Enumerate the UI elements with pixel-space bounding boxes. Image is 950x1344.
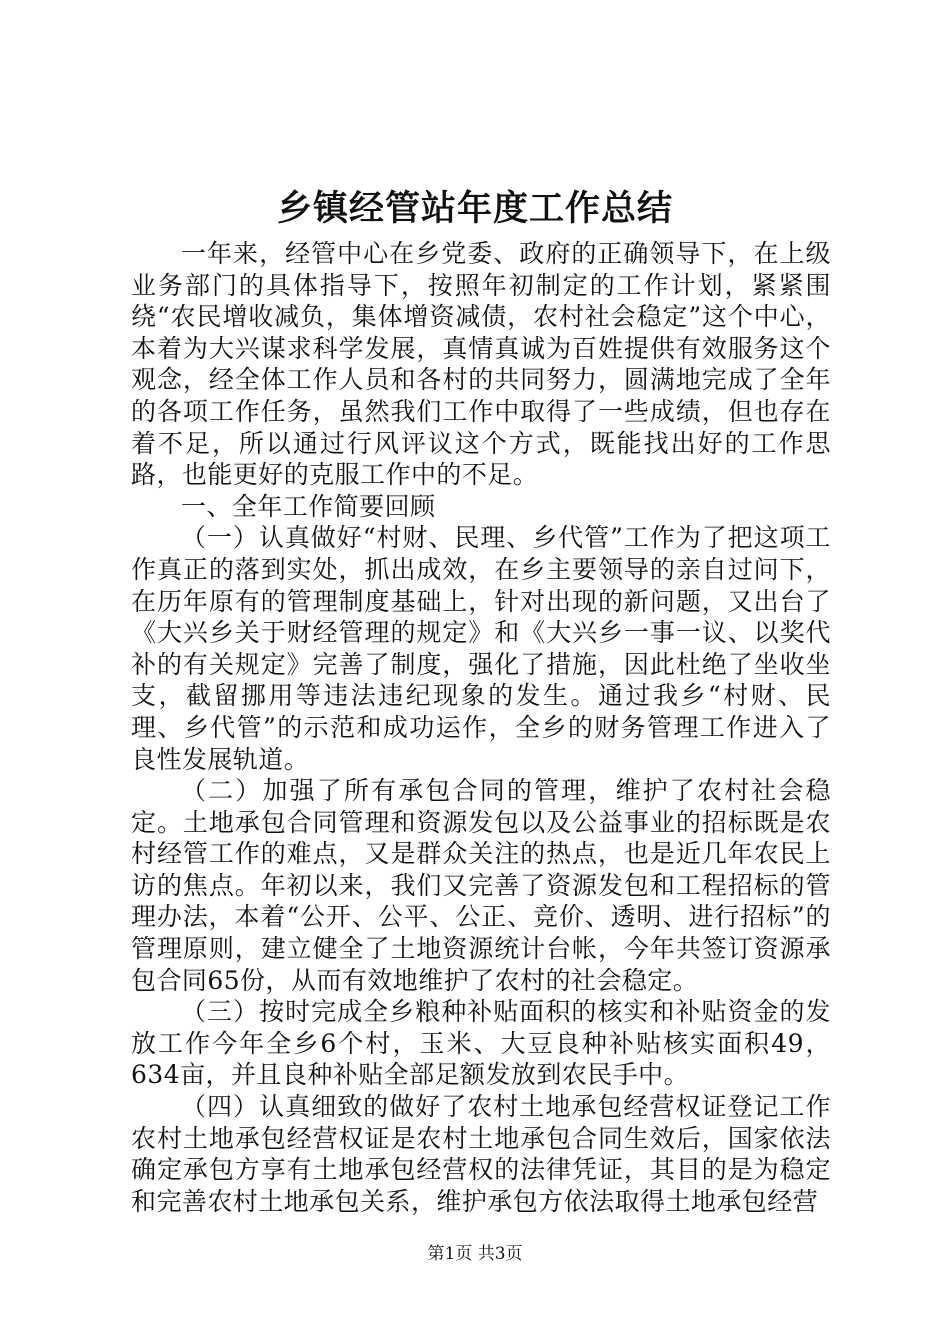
page-footer: 第1页 共3页 (427, 1244, 523, 1264)
document-body (131, 238, 831, 1217)
paragraph-item-4: （四）认真细致的做好了农村土地承包经营权证登记工作农村土地承包经营权证是农村土地承包合同生效后，国家依法确定承包方享有土地承包经营权的法律凭证，其目的是为稳定和完善农村土地承包关系，维护承包方依法取得土地承包经营 (131, 1092, 831, 1216)
paragraph-item-3: （三）按时完成全乡粮种补贴面积的核实和补贴资金的发放工作今年全乡6个村，玉米、大豆良种补贴核实面积49，634亩，并且良种补贴全部足额发放到农民手中。 (131, 997, 831, 1090)
paragraph-item-1: （一）认真做好“村财、民理、乡代管”工作为了把这项工作真正的落到实处，抓出成效，在乡主要领导的亲自过问下，在历年原有的管理制度基础上，针对出现的新问题，又出台了《大兴乡关于财经管理的规定》和《大兴乡一事一议、以奖代补的有关规定》完善了制度，强化了措施，因此杜绝了坐收坐支，截留挪用等违法违纪现象的发生。通过我乡“村财、民理、乡代管”的示范和成功运作，全乡的财务管理工作进入了良性发展轨道。 (131, 523, 831, 774)
document-title: 乡镇经管站年度工作总结 (276, 188, 673, 229)
paragraph-item-2: （二）加强了所有承包合同的管理，维护了农村社会稳定。土地承包合同管理和资源发包以及公益事业的招标既是农村经管工作的难点，又是群众关注的热点，也是近几年农民上访的焦点。年初以来，我们又完善了资源发包和工程招标的管理办法，本着“公开、公平、公正、竞价、透明、进行招标”的管理原则，建立健全了土地资源统计台帐，今年共签订资源承包合同65份，从而有效地维护了农村的社会稳定。 (131, 776, 831, 995)
section-heading-review: 一、全年工作简要回顾 (181, 491, 436, 521)
paragraph-intro: 一年来，经管中心在乡党委、政府的正确领导下，在上级业务部门的具体指导下，按照年初制定的工作计划，紧紧围绕“农民增收减负，集体增资减债，农村社会稳定”这个中心，本着为大兴谋求科学发展，真情真诚为百姓提供有效服务这个观念，经全体工作人员和各村的共同努力，圆满地完成了全年的各项工作任务，虽然我们工作中取得了一些成绩，但也存在着不足，所以通过行风评议这个方式，既能找出好的工作思路，也能更好的克服工作中的不足。 (131, 239, 831, 490)
